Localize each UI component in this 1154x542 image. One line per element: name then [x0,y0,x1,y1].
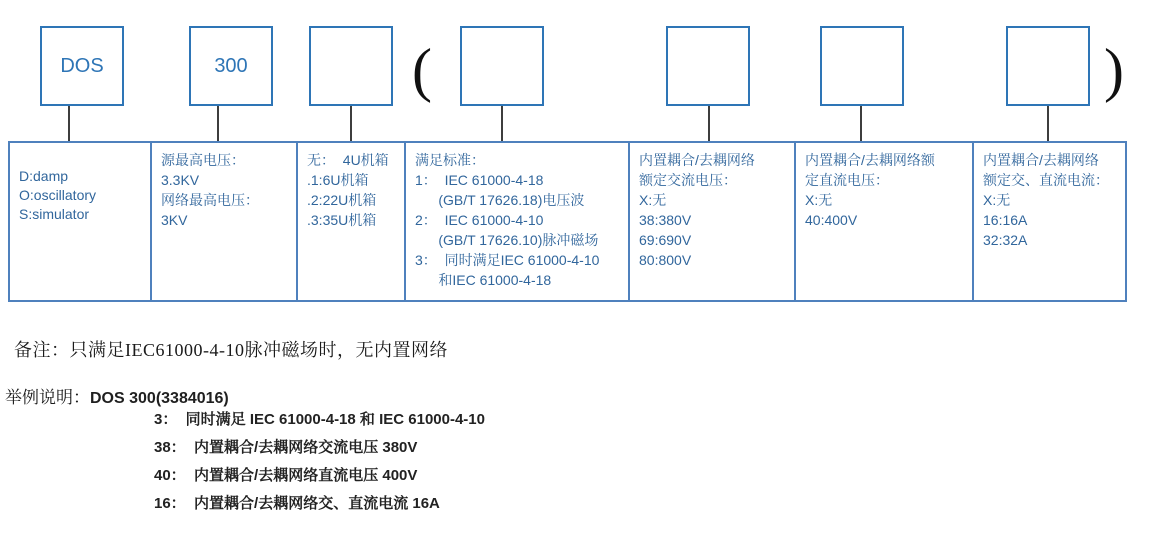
text-line: 满足标准： [415,152,485,168]
text-line: 无： 4U机箱 [307,152,389,168]
text-line: .2:22U机箱 [307,192,377,208]
model-box-ac-voltage [666,26,750,106]
model-box-standard [460,26,544,106]
example-details [154,410,485,522]
text-line: 源最高电压： 3.3KV [161,152,253,188]
connector-line-current [1047,106,1049,142]
text-line: 内置耦合/去耦网络 [639,152,755,168]
text-line: X:无 [983,192,1011,208]
spec-table [8,141,1127,302]
text-line: 38： 内置耦合/去耦网络交流电压 380V [154,439,418,456]
connector-line-dc-voltage [860,106,862,142]
text-line: 69:690V [639,232,692,248]
text-line: 网络最高电压： 3KV [161,192,267,228]
text-line: 和IEC 61000-4-18 [415,272,552,288]
text-line: (GB/T 17626.18)电压波 [415,192,585,208]
text-line: 16:16A [983,212,1028,228]
example-model-code: DOS 300(3384016) [90,390,229,407]
text-line: D:damp [19,168,69,184]
text-line: 1： IEC 61000-4-18 [415,172,544,188]
text-line: 内置耦合/去耦网络额 [805,152,935,168]
spec-col-series [10,143,150,300]
text-line: O:oscillatory [19,187,97,203]
text-line: 38:380V [639,212,692,228]
model-box-dc-voltage [820,26,904,106]
spec-col-chassis [296,143,404,300]
connector-line-chassis [350,106,352,142]
text-line: 80:800V [639,252,692,268]
model-box-chassis [309,26,393,106]
model-box-series: DOS [40,26,124,106]
text-line: 40： 内置耦合/去耦网络直流电压 400V [154,467,418,484]
text-line: .1:6U机箱 [307,172,369,188]
text-line: 32:32A [983,232,1028,248]
text-line: 16： 内置耦合/去耦网络交、直流电流 16A [154,495,440,512]
text-line: X:无 [639,192,667,208]
spec-col-dc-voltage [794,143,972,300]
example-label: 举例说明： [5,388,90,407]
text-line: 额定交、直流电流： [983,172,1109,188]
open-paren: ( [412,37,432,103]
model-box-current [1006,26,1090,106]
spec-col-ac-voltage [628,143,794,300]
text-line: 定直流电压： [805,172,889,188]
spec-col-max-voltage [150,143,296,300]
remark-note: 备注：只满足IEC61000-4-10脉冲磁场时，无内置网络 [14,340,448,360]
text-line: 额定交流电压： [639,172,737,188]
text-line: 3： 同时满足IEC 61000-4-10 [415,252,600,268]
spec-col-current [972,143,1125,300]
connector-line-ac-voltage [708,106,710,142]
model-box-voltage: 300 [189,26,273,106]
connector-line-voltage [217,106,219,142]
text-line: 3： 同时满足 IEC 61000-4-18 和 IEC 61000-4-10 [154,411,485,428]
text-line: X:无 [805,192,833,208]
text-line: 内置耦合/去耦网络 [983,152,1099,168]
text-line: (GB/T 17626.10)脉冲磁场 [415,232,599,248]
example-row [5,383,229,408]
text-line: S:simulator [19,206,90,222]
connector-line-standard [501,106,503,142]
text-line: 40:400V [805,212,858,228]
text-line: .3:35U机箱 [307,212,377,228]
close-paren: ) [1104,37,1124,103]
spec-col-standards [404,143,628,300]
text-line: 2： IEC 61000-4-10 [415,212,544,228]
connector-line-series [68,106,70,142]
